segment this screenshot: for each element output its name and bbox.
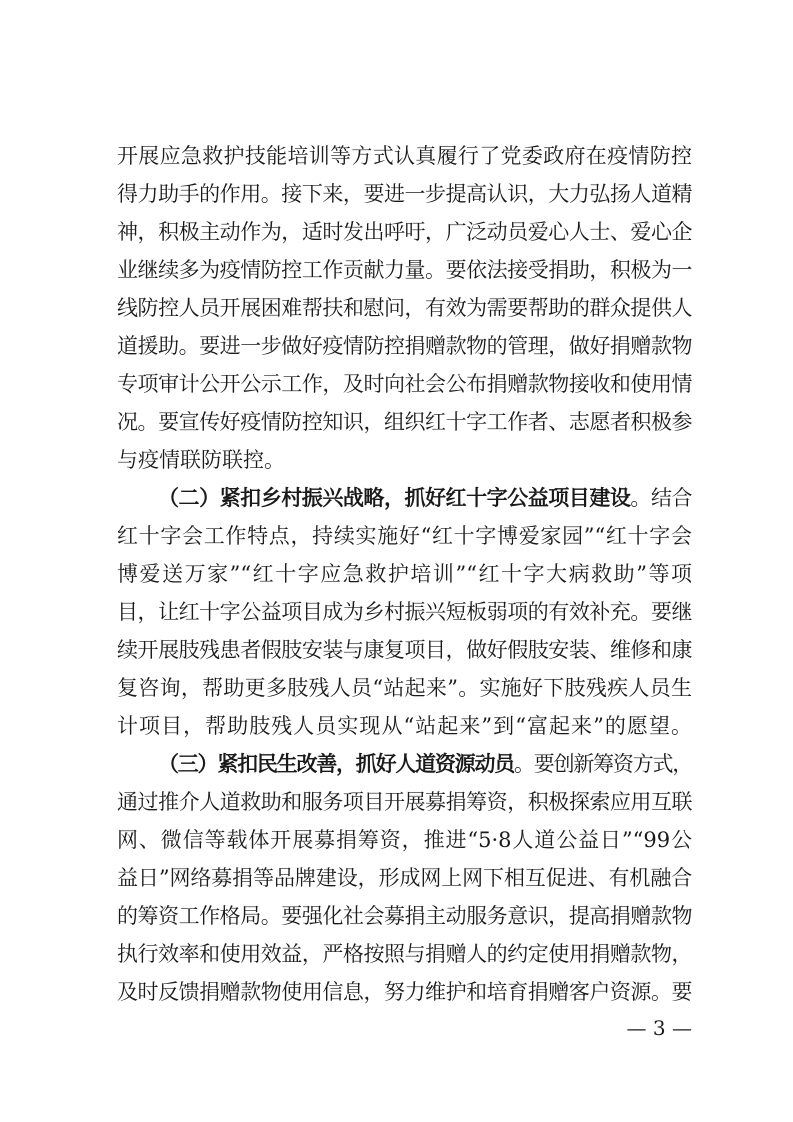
section-3-heading: （三）紧扣民生改善，抓好人道资源动员 [158,751,515,776]
body-text-line: 开展应急救护技能培训等方式认真履行了党委政府在疫情防控 [117,144,692,168]
section-2-first-line [158,479,692,517]
body-text-line: 专项审计公开公示工作，及时向社会公布捐赠款物接收和使用情 [117,372,692,396]
body-text-line: 红十字会工作特点，持续实施好“红十字博爱家园”“红十字会 [117,524,692,548]
body-text-line: 益日”网络募捐等品牌建设，形成网上网下相互促进、有机融合 [117,866,692,890]
body-text-line: 续开展肢残患者假肢安装与康复项目，做好假肢安装、维修和康 [117,638,692,662]
body-text-line: 复咨询，帮助更多肢残人员“站起来”。实施好下肢残疾人员生 [117,676,692,700]
body-text-line: 与疫情联防联控。 [117,448,285,472]
body-text-line: 计项目，帮助肢残人员实现从“站起来”到“富起来”的愿望。 [117,714,692,738]
body-text-line: 得力助手的作用。接下来，要进一步提高认识，大力弘扬人道精 [117,182,692,206]
body-text-line: 业继续多为疫情防控工作贡献力量。要依法接受捐助，积极为一 [117,258,692,282]
body-text-line: 博爱送万家”“红十字应急救护培训”“红十字大病救助”等项 [117,562,692,586]
body-text-line: 网、微信等载体开展募捐筹资，推进“5·8人道公益日”“99公 [117,828,692,852]
section-2-heading-tail: 。结合 [630,486,692,510]
body-text-line: 神，积极主动作为，适时发出呼吁，广泛动员爱心人士、爱心企 [117,220,692,244]
section-3-heading-tail: 。要创新筹资方式， [514,752,692,776]
body-text-line: 通过推介人道救助和服务项目开展募捐筹资，积极探索应用互联 [117,790,692,814]
body-text-line: 线防控人员开展困难帮扶和慰问，有效为需要帮助的群众提供人 [117,296,692,320]
page-number: — 3 — [626,1016,692,1040]
section-3-first-line [158,745,692,783]
body-text-line: 的筹资工作格局。要强化社会募捐主动服务意识，提高捐赠款物 [117,904,692,928]
body-text-line: 道援助。要进一步做好疫情防控捐赠款物的管理，做好捐赠款物 [117,334,692,358]
section-2-heading: （二）紧扣乡村振兴战略，抓好红十字公益项目建设 [158,485,631,510]
body-text-line: 况。要宣传好疫情防控知识，组织红十字工作者、志愿者积极参 [117,410,692,434]
body-text-line: 执行效率和使用效益，严格按照与捐赠人的约定使用捐赠款物， [117,942,692,966]
body-text-line: 目，让红十字公益项目成为乡村振兴短板弱项的有效补充。要继 [117,600,692,624]
body-text-line: 及时反馈捐赠款物使用信息，努力维护和培育捐赠客户资源。要 [117,980,692,1004]
